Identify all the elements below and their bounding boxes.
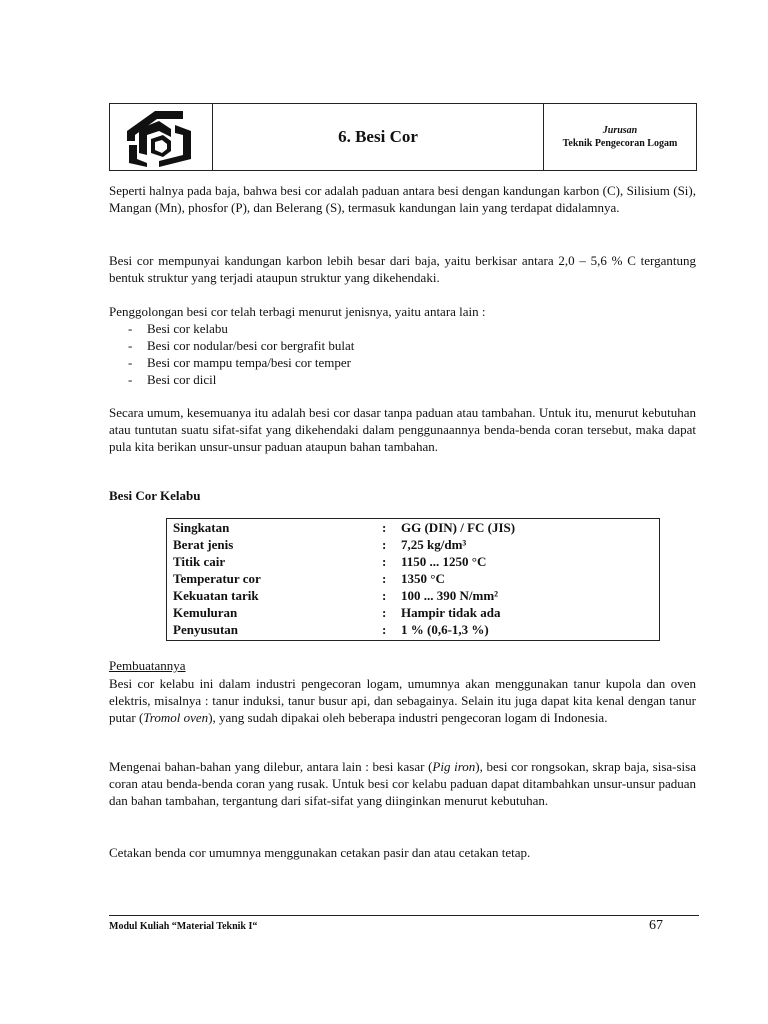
list-item: - Besi cor nodular/besi cor bergrafit bulat bbox=[128, 338, 355, 353]
department-label: Jurusan bbox=[602, 125, 638, 136]
intro-paragraph-1: Seperti halnya pada baja, bahwa besi cor adalah paduan antara besi dengan kandungan karbon (C), Silisium (Si), Mangan (Mn), phosfor (P), dan Belerang (S), termasuk kandungan lain yang terdapat didalamnya. bbox=[109, 183, 696, 215]
table-row: Kemuluran : Hampir tidak ada bbox=[173, 605, 501, 620]
department-block bbox=[544, 104, 696, 170]
table-row: Kekuatan tarik : 100 ... 390 N/mm² bbox=[173, 588, 499, 603]
page-header bbox=[109, 103, 697, 171]
table-row: Temperatur cor : 1350 °C bbox=[173, 571, 445, 586]
manufacture-heading: Pembuatannya bbox=[109, 658, 186, 673]
cast-iron-types-list bbox=[128, 320, 354, 388]
list-item: - Besi cor dicil bbox=[128, 372, 217, 387]
properties-table bbox=[166, 518, 660, 641]
manufacture-paragraph-3: Cetakan benda cor umumnya menggunakan cetakan pasir dan atau cetakan tetap. bbox=[109, 845, 531, 860]
table-row: Singkatan : GG (DIN) / FC (JIS) bbox=[173, 520, 516, 535]
page-title: 6. Besi Cor bbox=[213, 104, 544, 170]
department-name: Teknik Pengecoran Logam bbox=[562, 138, 678, 149]
section-heading: Besi Cor Kelabu bbox=[109, 488, 201, 503]
manufacture-paragraph-2: Mengenai bahan-bahan yang dilebur, antara lain : besi kasar (Pig iron), besi cor rongsokan, skrap baja, sisa-sisa coran atau benda-benda coran yang rusak. Untuk besi cor kelabu paduan dapat ditambahkan unsur-unsur paduan dan bahan tambahan, tergantung dari sifat-sifat yang diinginkan menurut kebutuhan. bbox=[109, 759, 696, 808]
intro-paragraph-2: Besi cor mempunyai kandungan karbon lebih besar dari baja, yaitu berkisar antara 2,0 – 5,6 % C tergantung bentuk struktur yang terjadi ataupun struktur yang dikehendaki. bbox=[109, 253, 696, 285]
footer-divider bbox=[109, 915, 699, 916]
list-item: - Besi cor kelabu bbox=[128, 321, 228, 336]
institution-logo-icon bbox=[125, 107, 197, 169]
page-number: 67 bbox=[649, 918, 663, 933]
general-paragraph: Secara umum, kesemuanya itu adalah besi cor dasar tanpa paduan atau tambahan. Untuk itu, menurut kebutuhan atau tuntutan suatu sifat-sifat yang dikehendaki dalam penggunaannya benda-benda coran tersebut, maka dapat pula kita berikan unsur-unsur paduan ataupun bahan tambahan. bbox=[109, 405, 696, 454]
manufacture-paragraph-1: Besi cor kelabu ini dalam industri pengecoran logam, umumnya akan menggunakan tanur kupola dan oven elektris, misalnya : tanur induksi, tanur busur api, dan sebagainya. Selain itu juga dapat kita kenal dengan tanur putar (Tromol oven), yang sudah dipakai oleh beberapa industri pengecoran logam di Indonesia. bbox=[109, 676, 696, 725]
table-row: Penyusutan : 1 % (0,6-1,3 %) bbox=[173, 622, 489, 637]
table-row: Titik cair : 1150 ... 1250 °C bbox=[173, 554, 487, 569]
footer-module-title: Modul Kuliah “Material Teknik I“ bbox=[109, 921, 258, 932]
table-row: Berat jenis : 7,25 kg/dm³ bbox=[173, 537, 467, 552]
logo-cell bbox=[110, 104, 213, 170]
list-item: - Besi cor mampu tempa/besi cor temper bbox=[128, 355, 351, 370]
intro-paragraph-3: Penggolongan besi cor telah terbagi menurut jenisnya, yaitu antara lain : bbox=[109, 304, 486, 319]
